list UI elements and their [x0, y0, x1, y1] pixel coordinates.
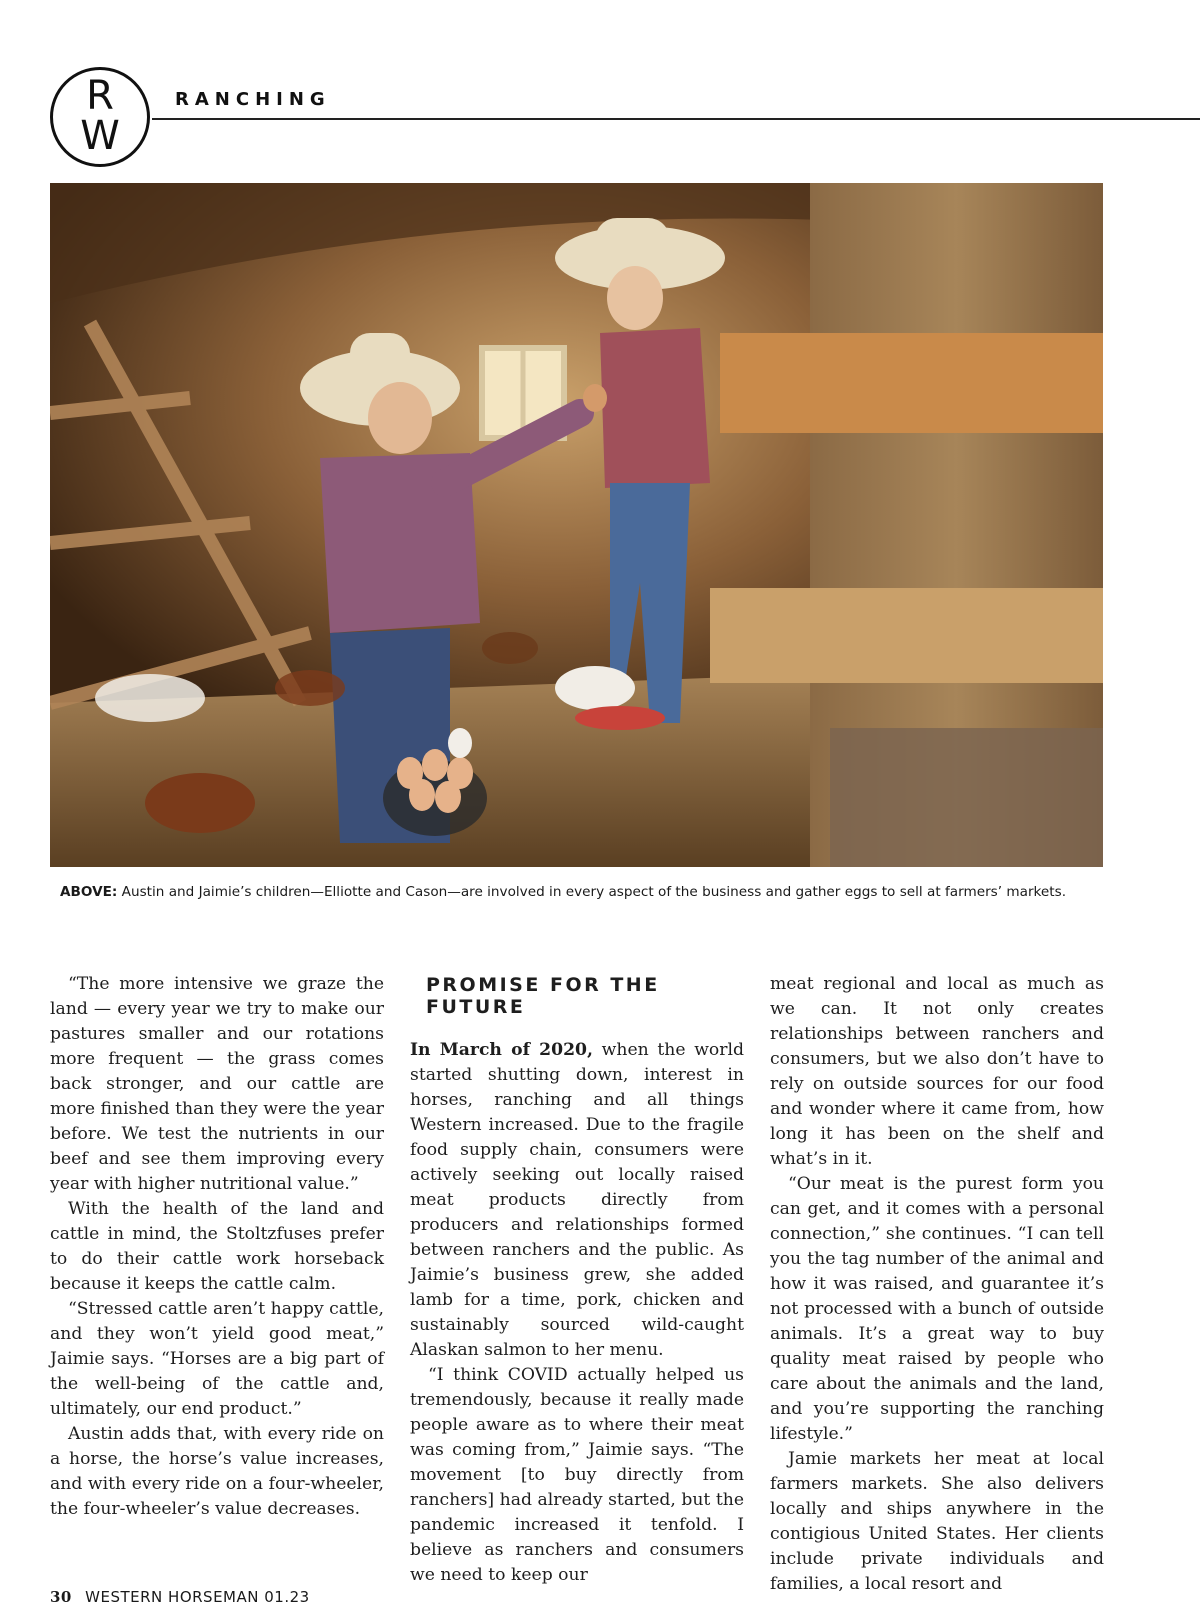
section-label: RANCHING [175, 89, 331, 110]
paragraph: “Stressed cattle aren’t happy cattle, and they won’t yield good meat,” Jaimie says. “Horses are a big part of the well-being of the cattle and, ultimately, our end product.” [50, 1299, 384, 1419]
section-subhead: PROMISE FOR THE FUTURE [426, 974, 660, 1018]
rw-logo [50, 67, 150, 167]
photo-children-chicken-coop-icon [50, 183, 1103, 867]
page-number: 30 [50, 1588, 72, 1606]
lead-paragraph-text: when the world started shutting down, interest in horses, ranching and all things Western increased. Due to the fragile food supply chain, consumers were actively seeking out locally raised meat products directly from producers and relationships formed between ranchers and the public. As Jaimie’s business grew, she added lamb for a time, pork, chicken and sustainably sourced wild-caught Alaskan salmon to her menu. [410, 1040, 744, 1360]
article-column-1 [50, 972, 384, 1522]
caption-label: ABOVE: [60, 884, 118, 900]
publication-name: WESTERN HORSEMAN [85, 1588, 259, 1606]
article-column-3 [770, 972, 1104, 1597]
paragraph: meat regional and local as much as we can. It not only creates relationships between ranchers and consumers, but we also don’t have to rely on outside sources for our food and wonder where it came from, how long it has been on the shelf and what’s in it. [770, 974, 1104, 1169]
logo-letter-r: R [86, 73, 114, 119]
paragraph: With the health of the land and cattle in mind, the Stoltzfuses prefer to do their cattle work horseback because it keeps the cattle calm. [50, 1199, 384, 1294]
paragraph: “I think COVID actually helped us tremendously, because it really made people aware as to where their meat was coming from,” Jaimie says. “The movement [to buy directly from ranchers] had already started, but the pandemic increased it tenfold. I believe as ranchers and consumers we need to keep our [410, 1365, 744, 1585]
header-rule [152, 118, 1200, 120]
issue-date: 01.23 [264, 1588, 310, 1606]
paragraph: “Our meat is the purest form you can get, and it comes with a personal connection,” she continues. “I can tell you the tag number of the animal and how it was raised, and guarantee it’s not processed with a bunch of outside animals. It’s a great way to buy quality meat raised by people who care about the animals and the land, and you’re supporting the ranching lifestyle.” [770, 1174, 1104, 1444]
paragraph [410, 1038, 744, 1363]
feature-photo [50, 183, 1103, 867]
article-column-2 [410, 972, 744, 1588]
lead-in: In March of 2020, [410, 1040, 593, 1060]
paragraph: “The more intensive we graze the land — every year we try to make our pastures smaller and our rotations more frequent — the grass comes back stronger, and our cattle are more finished than they were the year before. We test the nutrients in our beef and see them improving every year with higher nutritional value.” [50, 974, 384, 1194]
paragraph: Austin adds that, with every ride on a horse, the horse’s value increases, and with every ride on a four-wheeler, the four-wheeler’s value decreases. [50, 1424, 384, 1519]
caption-text: Austin and Jaimie’s children—Elliotte and Cason—are involved in every aspect of the business and gather eggs to sell at farmers’ markets. [117, 884, 1067, 900]
paragraph: Jamie markets her meat at local farmers markets. She also delivers locally and ships anywhere in the contigious United States. Her clients include private individuals and families, a local resort and [770, 1449, 1104, 1594]
photo-caption [60, 884, 1120, 900]
page-footer [50, 1588, 310, 1606]
logo-letter-w: W [80, 113, 120, 159]
